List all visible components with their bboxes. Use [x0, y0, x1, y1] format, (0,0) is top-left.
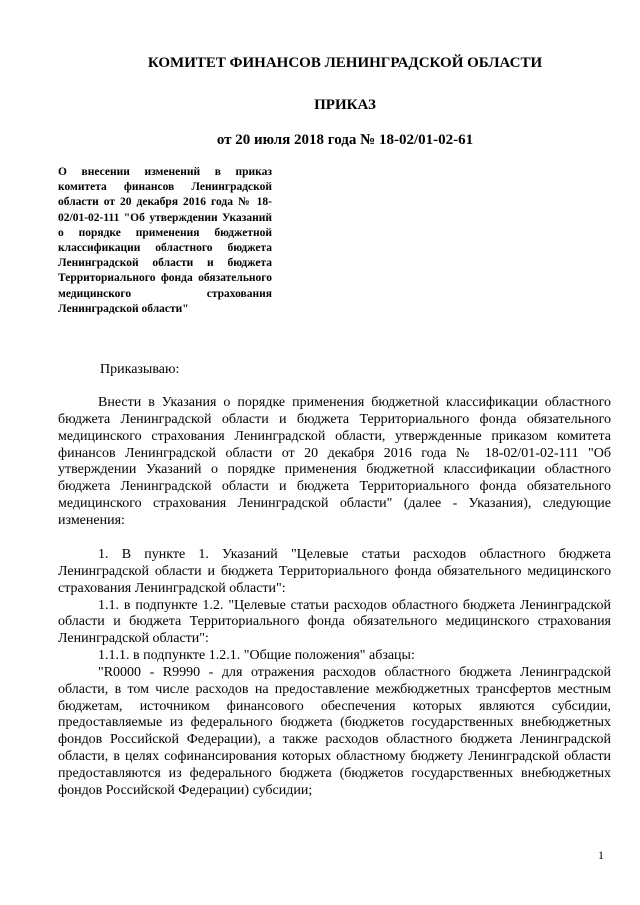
- main-paragraph-block: [58, 395, 611, 530]
- document-subject: О внесении изменений в приказ комитета финансов Ленинградской области от 20 декабря 2016 года № 18-02/01-02-111 "Об утверждении Указаний о порядке применения бюджетной классификации областного бюджета Ленинградской области и бюджета Территориального фонда обязательного медицинского страхования Ленинградской области": [58, 166, 272, 315]
- amendment-item-1: 1. В пункте 1. Указаний "Целевые статьи расходов областного бюджета Ленинградской области и бюджета Территориального фонда обязательного медицинского страхования Ленинградской области":: [58, 547, 611, 596]
- document-type: ПРИКАЗ: [314, 97, 376, 113]
- document-date-number: от 20 июля 2018 года № 18-02/01-02-61: [216, 132, 474, 148]
- order-word: Приказываю:: [100, 362, 180, 377]
- organization-title: КОМИТЕТ ФИНАНСОВ ЛЕНИНГРАДСКОЙ ОБЛАСТИ: [147, 55, 543, 71]
- amendment-items: [58, 547, 611, 800]
- main-paragraph: Внести в Указания о порядке применения бюджетной классификации областного бюджета Ленинградской области и бюджета Территориального фонда обязательного медицинского страхования Ленинградской области, утвержденные приказом комитета финансов Ленинградской области от 20 декабря 2016 года № 18-02/01-02-111 "Об утверждении Указаний о порядке применения бюджетной классификации областного бюджета Ленинградской области и бюджета Территориального фонда обязательного медицинского страхования Ленинградской области" (далее - Указания), следующие изменения:: [58, 395, 611, 528]
- amendment-item-1-1-1: 1.1.1. в подпункте 1.2.1. "Общие положения" абзацы:: [98, 648, 415, 664]
- amendment-item-1-1: 1.1. в подпункте 1.2. "Целевые статьи расходов областного бюджета Ленинградской области и бюджета Территориального фонда обязательного медицинского страхования Ленинградской области":: [58, 597, 611, 647]
- amendment-quote: "R0000 - R9990 - для отражения расходов областного бюджета Ленинградской области, в том числе расходов на предоставление межбюджетных трансфертов местным бюджетам, источником финансового обеспечения которых являются субсидии, предоставляемые из федерального бюджета (бюджетов государственных внебюджетных фондов Российской Федерации), а также расходов областного бюджета Ленинградской области, в целях софинансирования которых областному бюджету Ленинградской области предоставляются из федерального бюджета (бюджетов государственных внебюджетных фондов Российской Федерации) субсидии;: [58, 664, 611, 798]
- page-number: 1: [598, 848, 604, 862]
